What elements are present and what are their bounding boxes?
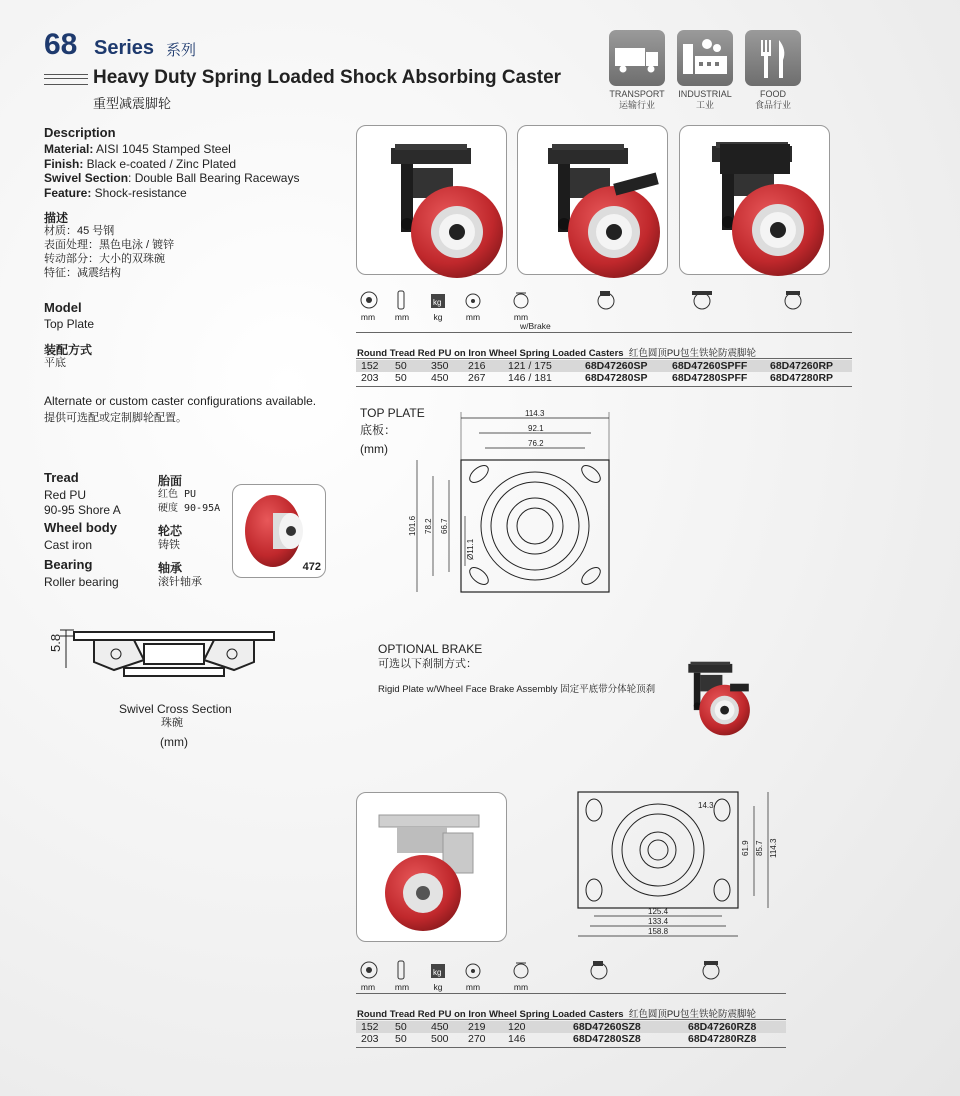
unit-5: mm	[513, 312, 529, 322]
plate-dim-slot-height: 66.7	[440, 518, 449, 534]
unit-1: mm	[360, 312, 376, 322]
tread-value: Red PU 90-95 Shore A	[44, 488, 121, 517]
factory-icon	[677, 30, 733, 86]
custom-note-cn: 提供可选配或定制脚轮配置。	[44, 412, 187, 424]
series-number: 68	[44, 28, 78, 61]
plate2-dim-height: 114.3	[769, 838, 778, 858]
plate-dim-hole-height: 78.2	[424, 518, 433, 534]
divider	[356, 358, 852, 359]
plate2-dim-width: 158.8	[648, 927, 669, 936]
description-heading-cn: 描述	[44, 211, 69, 225]
swivel-caption-cn: 珠碗	[161, 717, 183, 729]
custom-note: Alternate or custom caster configurations available.	[44, 394, 317, 408]
swivel-radius-icon	[514, 963, 528, 978]
unit-2: mm	[394, 312, 410, 322]
series-word: Series	[94, 37, 155, 59]
plate2-dim-hole-width: 125.4	[648, 907, 669, 916]
swivel-unit: (mm)	[160, 735, 188, 749]
caster-rigid-icon	[785, 291, 801, 309]
description-heading: Description	[44, 125, 116, 140]
table2	[356, 1021, 786, 1045]
caster-brake-icon	[692, 291, 712, 309]
table1-title: Round Tread Red PU on Iron Wheel Spring Loaded Casters 红色圆顶PU包生铁轮防震脚轮	[357, 348, 757, 359]
optional-brake-title: OPTIONAL BRAKE	[378, 642, 483, 656]
optional-brake-title-cn: 可选以下刹制方式：	[378, 658, 477, 670]
wheel-body-label: Wheel body	[44, 520, 117, 535]
unit-brake: w/Brake	[520, 321, 551, 331]
industry-label-transport: TRANSPORT 运输行业	[609, 89, 665, 110]
plate2-dim-slot: 14.3	[698, 801, 714, 810]
model-heading: Model	[44, 300, 82, 315]
bearing-label: Bearing	[44, 557, 93, 572]
height-icon	[466, 294, 480, 308]
caster-photo-3	[679, 125, 830, 275]
plate2-dim-slot-width: 133.4	[648, 917, 669, 926]
bearing-value-cn: 滚针轴承	[158, 576, 202, 588]
divider	[356, 1047, 786, 1048]
wheel-diameter-icon	[361, 962, 377, 978]
unit-3: kg	[433, 312, 443, 322]
wheel-code: 472	[302, 561, 321, 573]
wheel-photo	[232, 484, 326, 578]
swivel-radius-icon	[514, 293, 528, 308]
swivel-cross-section-drawing	[44, 622, 284, 692]
spec-icons-row-2	[356, 959, 786, 981]
plate-dim-width: 114.3	[525, 409, 545, 418]
model-value-cn: 平底	[44, 357, 66, 369]
divider	[356, 1019, 786, 1020]
title-divider	[44, 74, 88, 85]
top-plate-title-cn: 底板：	[360, 423, 397, 437]
load-kg-icon	[431, 294, 445, 308]
divider	[356, 386, 852, 387]
caster-photo-1	[356, 125, 507, 275]
caster-rigid-icon	[703, 961, 719, 979]
wheel-body-value: Cast iron	[44, 538, 93, 552]
top-plate-title: TOP PLATE	[360, 406, 425, 420]
plate-dim-hole-width: 92.1	[528, 424, 544, 433]
series-cn: 系列	[166, 42, 197, 59]
page-title: Heavy Duty Spring Loaded Shock Absorbing Caster	[93, 67, 562, 88]
bearing-label-cn: 轴承	[158, 561, 183, 575]
table2-title: Round Tread Red PU on Iron Wheel Spring Loaded Casters 红色圆顶PU包生铁轮防震脚轮	[357, 1009, 757, 1020]
optional-brake-text: Rigid Plate w/Wheel Face Brake Assembly 固定平底带分体轮顶刹	[378, 684, 656, 695]
unit-4: mm	[465, 982, 481, 992]
wheel-width-icon	[398, 291, 404, 309]
wheel-body-label-cn: 轮芯	[158, 524, 183, 538]
unit-4: mm	[465, 312, 481, 322]
industry-label-industrial: INDUSTRIAL 工业	[678, 89, 732, 110]
truck-icon	[609, 30, 665, 86]
top-plate-unit: (mm)	[360, 442, 388, 456]
divider	[356, 993, 786, 994]
bearing-value: Roller bearing	[44, 575, 119, 589]
model-value: Top Plate	[44, 317, 95, 331]
stainless-caster-photo	[356, 792, 507, 942]
table-row: 152 50 350 216 121 / 175 68D47260SP 68D47260SPFF 68D47260RP	[356, 360, 852, 372]
unit-2: mm	[394, 982, 410, 992]
caster-swivel-icon	[598, 291, 614, 309]
plate-dim-hole-dia: Ø11.1	[466, 538, 475, 560]
caster-photo-2	[517, 125, 668, 275]
height-icon	[466, 964, 480, 978]
description-body: Material: AISI 1045 Stamped Steel Finish: Black e-coated / Zinc Plated Swivel Section: Double Ball Bearing Raceways Feature: Shock-resistance	[44, 142, 300, 200]
table-row: 152 50 450 219 120 68D47260SZ8 68D47260RZ8	[356, 1021, 786, 1033]
spec-icons-row-1	[356, 289, 852, 311]
plate-dim-slot-width: 76.2	[528, 439, 544, 448]
wheel-width-icon	[398, 961, 404, 979]
swivel-dimension: 5.8	[48, 633, 63, 652]
tread-value-cn: 红色 PU 硬度 90-95A	[158, 489, 221, 514]
table-row: 203 50 450 267 146 / 181 68D47280SP 68D47280SPFF 68D47280RP	[361, 372, 834, 384]
load-kg-icon	[431, 964, 445, 978]
unit-1: mm	[360, 982, 376, 992]
tread-label-cn: 胎面	[158, 474, 183, 488]
plate2-drawing	[572, 788, 777, 943]
unit-5: mm	[513, 982, 529, 992]
plate2-dim-inner-height: 61.9	[741, 840, 750, 856]
caster-swivel-icon	[591, 961, 607, 979]
top-plate-drawing	[405, 406, 620, 596]
industry-label-food: FOOD 食品行业	[754, 89, 791, 110]
table1	[356, 360, 852, 384]
swivel-caption: Swivel Cross Section	[119, 702, 232, 716]
unit-3: kg	[433, 982, 443, 992]
brake-caster-photo	[674, 654, 754, 729]
fork-knife-icon	[745, 30, 801, 86]
table-row: 203 50 500 270 146 68D47280SZ8 68D47280RZ8	[361, 1033, 757, 1045]
plate-dim-height: 101.6	[408, 515, 417, 536]
divider	[356, 332, 852, 333]
svg-text:kg: kg	[433, 968, 442, 977]
tread-label: Tread	[44, 470, 79, 485]
wheel-diameter-icon	[361, 292, 377, 308]
svg-text:kg: kg	[433, 298, 442, 307]
plate2-dim-hole-height: 85.7	[755, 840, 764, 856]
wheel-body-value-cn: 铸铁	[158, 539, 180, 551]
description-body-cn: 材质：45 号钢 表面处理：黑色电泳 / 镀锌 转动部分：大小的双珠碗 特征：减震结构	[44, 225, 175, 279]
model-heading-cn: 装配方式	[44, 343, 93, 357]
page-title-cn: 重型减震脚轮	[93, 96, 172, 111]
